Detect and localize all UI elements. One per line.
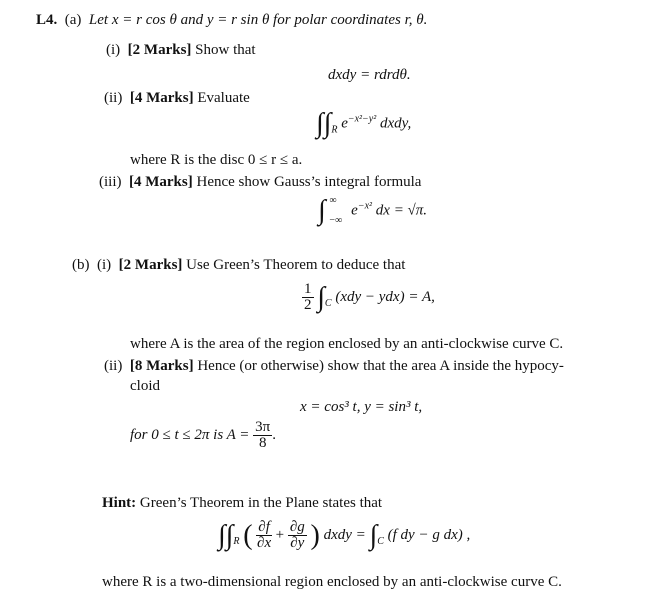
part-a-ii-where [130, 151, 302, 169]
hint-where-text: where R is a two-dimensional region enclosed by an anti-clockwise curve C. [102, 574, 562, 590]
region-subscript: R [331, 124, 338, 136]
half-fraction [302, 282, 314, 313]
dy: ∂y [290, 535, 305, 551]
part-b-i-label: (i) [97, 257, 112, 273]
part-b-ii-text1: Hence (or otherwise) show that the area A inside the hypocy- [197, 358, 564, 374]
part-b-i-line [72, 256, 405, 274]
integral-limits [329, 196, 347, 226]
part-a-i-equation: dxdy = rdrdθ. [328, 67, 411, 83]
part-a-intro: Let x = r cos θ and y = r sin θ for polar coordinates r, θ. [88, 12, 428, 28]
part-a-ii-line [104, 89, 250, 107]
integrand-e: e [341, 115, 348, 132]
df-dx-fraction [256, 520, 272, 551]
plus-sign: + [275, 526, 285, 543]
left-paren: ( [243, 519, 253, 551]
hint-rhs: (f dy − g dx) , [387, 526, 471, 543]
hint-text: Green’s Theorem in the Plane states that [139, 495, 383, 511]
double-integral-sign: ∫∫ [316, 108, 332, 139]
part-a-label: (a) [64, 12, 82, 28]
single-integral-sign: ∫ [318, 195, 326, 226]
hint-line [102, 494, 382, 512]
part-b-ii-marks: [8 Marks] [129, 358, 194, 374]
hint-lhs-tail: dxdy = [323, 526, 366, 543]
part-a-ii-marks: [4 Marks] [129, 90, 194, 106]
area-expression: (xdy − ydx) = A, [335, 288, 435, 305]
half-denominator: 2 [304, 297, 312, 313]
part-b-i-text: Use Green’s Theorem to deduce that [186, 257, 406, 273]
part-a-ii-integral [316, 110, 411, 150]
hint-where [102, 573, 562, 591]
greens-theorem-formula [218, 520, 470, 566]
part-b-ii-line1 [104, 357, 564, 375]
hint-double-integral: ∫∫ [218, 519, 234, 551]
green-area-formula [302, 282, 435, 326]
right-paren: ) [310, 519, 320, 551]
part-b-ii-result [130, 420, 276, 460]
lower-limit: −∞ [329, 215, 343, 226]
result-fraction [253, 420, 272, 451]
result-numerator: 3π [255, 419, 271, 435]
result-range-text: for 0 ≤ t ≤ 2π is A = [130, 426, 250, 443]
dx: ∂x [257, 535, 272, 551]
part-b-ii-label: (ii) [104, 358, 123, 374]
hint-region-subscript: R [233, 535, 240, 547]
part-a-ii-label: (ii) [104, 90, 123, 106]
part-a-i-label: (i) [106, 42, 121, 58]
hint-contour-subscript: C [377, 535, 384, 547]
contour-subscript: C [324, 297, 332, 309]
part-b-i-where [130, 335, 563, 353]
contour-integral-sign: ∫ [317, 281, 325, 313]
hypocycloid-parametrization: x = cos³ t, y = sin³ t, [300, 399, 423, 415]
part-b-i-where-text: where A is the area of the region enclosed by an anti-clockwise curve C. [130, 336, 564, 352]
dg-dy-fraction [288, 520, 307, 551]
gauss-rhs: dx = √π. [375, 202, 428, 219]
problem-header-line [36, 11, 427, 29]
problem-number: L4. [36, 12, 58, 28]
gauss-integrand-e: e [351, 202, 358, 219]
part-a-ii-text: Evaluate [197, 90, 250, 106]
part-a-iii-line [99, 173, 421, 191]
gauss-integral [318, 196, 427, 240]
differential: dxdy, [380, 115, 412, 132]
part-a-iii-marks: [4 Marks] [129, 174, 193, 190]
result-denominator: 8 [258, 435, 267, 451]
part-b-i-marks: [2 Marks] [118, 257, 183, 273]
gauss-exponent: −x² [357, 200, 373, 212]
integrand-exponent: −x²−y² [347, 113, 377, 125]
half-numerator: 1 [304, 281, 312, 297]
part-b-label: (b) [72, 257, 90, 273]
hint-contour-integral: ∫ [369, 519, 378, 551]
part-a-ii-where-text: where R is the disc 0 ≤ r ≤ a. [130, 152, 303, 168]
part-a-i-line [106, 41, 256, 59]
part-a-i-marks: [2 Marks] [127, 42, 192, 58]
dg: ∂g [289, 519, 305, 535]
part-a-iii-text: Hence show Gauss’s integral formula [196, 174, 422, 190]
df: ∂f [258, 519, 270, 535]
result-period: . [272, 426, 276, 443]
upper-limit: ∞ [329, 195, 337, 206]
part-b-ii-line2: cloid [130, 378, 160, 394]
part-a-i-text: Show that [195, 42, 256, 58]
hint-label: Hint: [102, 495, 137, 511]
part-a-iii-label: (iii) [99, 174, 122, 190]
